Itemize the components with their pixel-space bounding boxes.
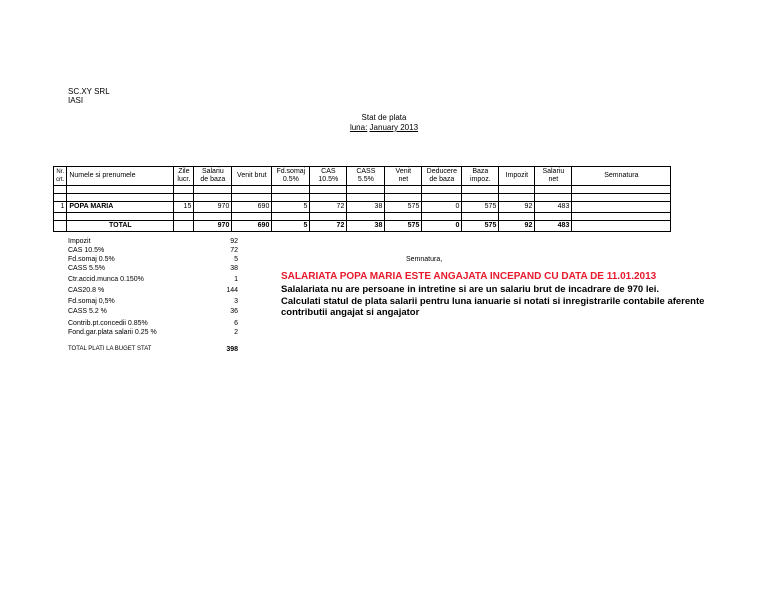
task-note-line2: Calculati statul de plata salarii pentru luna ianuarie si notati si inregistrarile contabile aferente [281,296,705,307]
tax-value: 5 [234,256,238,263]
tax-label: Fd.somaj 0,5% [68,298,115,305]
document-title: Stat de plata [361,113,407,122]
tax-value: 72 [230,247,238,254]
header-cell: Nr. crt. [54,167,67,186]
spacer-row [54,213,671,221]
cell-fd-somaj: 5 [272,202,310,213]
total-row [54,221,671,232]
task-note-line3: contributii angajat si angajator [281,307,420,318]
header-cell: Salariu net [535,167,572,186]
total-baza: 575 [462,221,499,232]
tax-value: 2 [234,329,238,336]
tax-label: Impozit [68,238,91,245]
tax-value: 92 [230,238,238,245]
company-city: IASI [68,96,84,105]
total-fd-somaj: 5 [272,221,310,232]
tax-label: CASS 5.5% [68,265,105,272]
tax-value: 1 [234,276,238,283]
cell-deducere: 0 [422,202,462,213]
total-deducere: 0 [422,221,462,232]
tax-row [68,298,238,307]
tax-row [68,247,238,256]
tax-row [68,320,238,329]
header-cell: Venit brut [232,167,272,186]
cell-cass: 38 [347,202,385,213]
cell-impozit: 92 [499,202,535,213]
header-cell: Deducere de baza [422,167,462,186]
tax-label: Ctr.accid.munca 0.150% [68,276,144,283]
tax-label: Fond.gar.plata salarii 0.25 % [68,329,157,336]
cell-baza: 575 [462,202,499,213]
cell-nr: 1 [54,202,67,213]
tax-label: Contrib.pt.concedii 0.85% [68,320,148,327]
tax-value: 144 [226,287,238,294]
total-buget-row [68,346,238,355]
total-cass: 38 [347,221,385,232]
company-name: SC.XY SRL [68,87,110,96]
total-venit-net: 575 [385,221,422,232]
spacer-row [54,194,671,202]
tax-value: 398 [226,346,238,353]
header-cell: Impozit [499,167,535,186]
tax-value: 38 [230,265,238,272]
cell-semnatura [572,202,671,213]
table-row [54,202,671,213]
header-cell: Venit net [385,167,422,186]
header-cell: Salariu de baza [194,167,232,186]
cell-venit-net: 575 [385,202,422,213]
total-label: TOTAL [67,221,174,232]
month-label: luna: [349,123,368,132]
month-line [0,123,768,132]
cell-venit-brut: 690 [232,202,272,213]
payroll-table [53,166,671,232]
header-cell: Zile lucr. [174,167,194,186]
tax-value: 6 [234,320,238,327]
header-cell: CASS 5.5% [347,167,385,186]
cell-salariu-net: 483 [535,202,572,213]
total-impozit: 92 [499,221,535,232]
header-cell: Baza impoz. [462,167,499,186]
tax-label: Fd.somaj 0.5% [68,256,115,263]
tax-row [68,256,238,265]
tax-row [68,308,238,317]
tax-row [68,276,238,285]
cell-cas: 72 [310,202,347,213]
total-salariu: 970 [194,221,232,232]
tax-row [68,238,238,247]
header-cell: Semnatura [572,167,671,186]
table-header-row [54,167,671,186]
employment-note: SALARIATA POPA MARIA ESTE ANGAJATA INCEPAND CU DATA DE 11.01.2013 [281,271,657,282]
tax-value: 36 [230,308,238,315]
company-block [68,87,110,105]
tax-label: CASS 5.2 % [68,308,107,315]
tax-value: 3 [234,298,238,305]
tax-label: TOTAL PLATI LA BUGET STAT [68,346,152,352]
total-venit-brut: 690 [232,221,272,232]
header-cell: Fd.somaj 0.5% [272,167,310,186]
tax-label: CAS20.8 % [68,287,105,294]
total-cas: 72 [310,221,347,232]
header-cell: Numele si prenumele [67,167,174,186]
tax-row [68,265,238,274]
tax-row [68,287,238,296]
task-note-line1: Salalariata nu are persoane in intretine si are un salariu brut de incadrare de 970 lei. [281,284,660,295]
spacer-row [54,186,671,194]
cell-zile: 15 [174,202,194,213]
month-value: January 2013 [369,123,419,132]
cell-salariu: 970 [194,202,232,213]
cell-name: POPA MARIA [67,202,174,213]
signature-label: Semnatura, [406,256,443,263]
header-cell: CAS 10.5% [310,167,347,186]
tax-row [68,329,238,338]
tax-label: CAS 10.5% [68,247,105,254]
total-salariu-net: 483 [535,221,572,232]
